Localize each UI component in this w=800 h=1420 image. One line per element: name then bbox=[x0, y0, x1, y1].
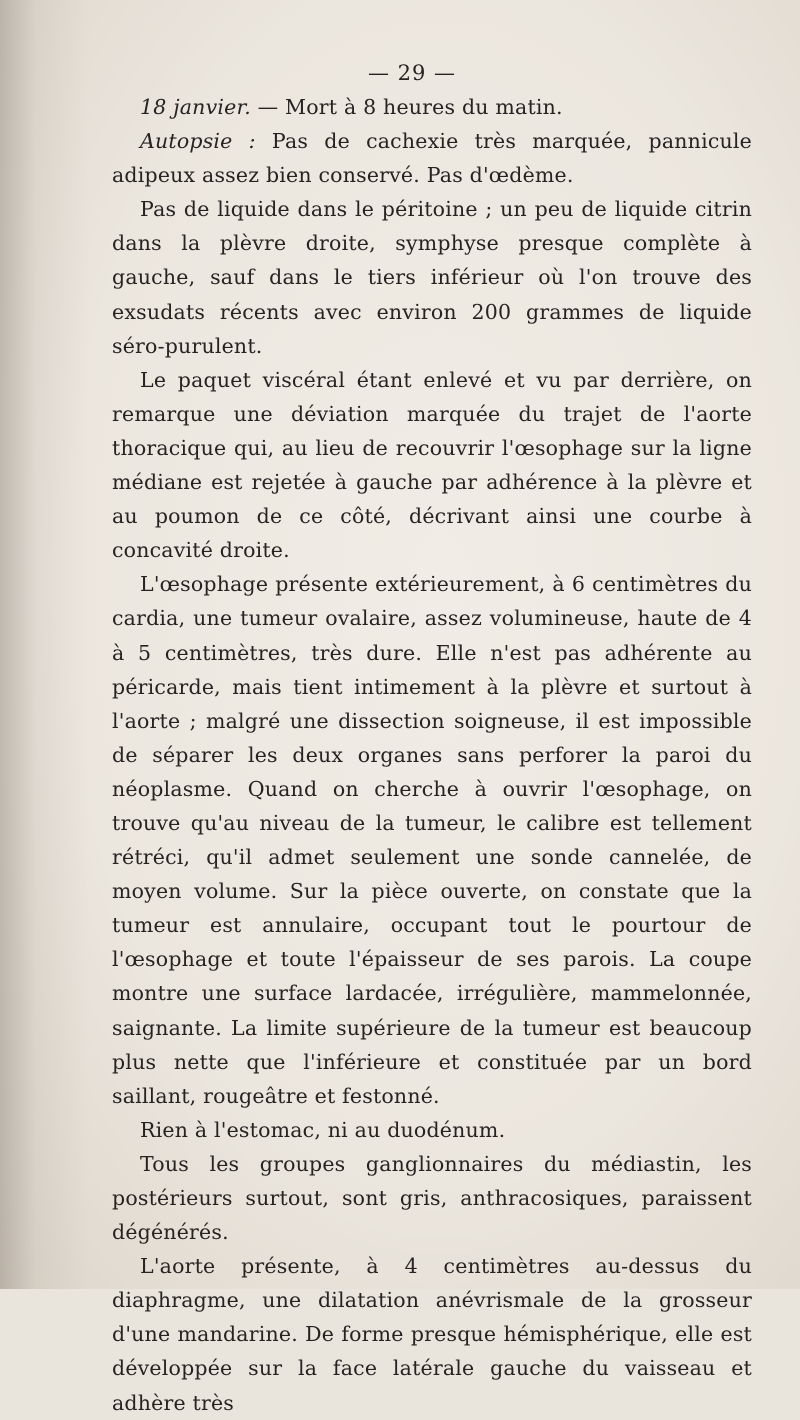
paragraph-aorte: L'aorte présente, à 4 centimètres au-dessus du diaphragme, une dilatation anévrismale de la grosseur d'une mandarine. De forme presque hémisphérique, elle est développée sur la face latérale gauche du vaisseau et adhère très bbox=[112, 1254, 752, 1415]
paragraph-peritoine: Pas de liquide dans le péritoine ; un peu de liquide citrin dans la plèvre droite, symphyse presque complète à gauche, sauf dans le tiers inférieur où l'on trouve des exsudats récents avec environ 200 grammes de liquide séro-purulent. bbox=[112, 197, 752, 358]
date-text: — Mort à 8 heures du matin. bbox=[250, 95, 563, 119]
autopsy-paragraph bbox=[112, 124, 752, 192]
date-paragraph bbox=[112, 90, 752, 124]
paragraph-oesophage: L'œsophage présente extérieurement, à 6 centimètres du cardia, une tumeur ovalaire, assez volumineuse, haute de 4 à 5 centimètres, très dure. Elle n'est pas adhérente au péricarde, mais tient intimement à la plèvre et surtout à l'aorte ; malgré une dissection soigneuse, il est impossible de séparer les deux organes sans perforer la paroi du néoplasme. Quand on cherche à ouvrir l'œsophage, on trouve qu'au niveau de la tumeur, le calibre est tellement rétréci, qu'il admet seulement une sonde cannelée, de moyen volume. Sur la pièce ouverte, on constate que la tumeur est annulaire, occupant tout le pourtour de l'œsophage et toute l'épaisseur de ses parois. La coupe montre une surface lardacée, irrégulière, mammelonnée, saignante. La limite supérieure de la tumeur est beaucoup plus nette que l'inférieure et constituée par un bord saillant, rougeâtre et festonné. bbox=[112, 572, 752, 1108]
paragraph-estomac: Rien à l'estomac, ni au duodénum. bbox=[140, 1117, 506, 1142]
page-number: — 29 — bbox=[367, 61, 457, 85]
page-edge-shadow bbox=[0, 0, 90, 1289]
autopsy-label: Autopsie : bbox=[140, 129, 256, 154]
autopsy-text: Pas de cachexie très marquée, pannicule adipeux assez bien conservé. Pas d'œdème. bbox=[112, 129, 753, 188]
text-block bbox=[112, 58, 752, 1420]
paragraph-ganglions: Tous les groupes ganglionnaires du médiastin, les postérieurs surtout, sont gris, anthracosiques, paraissent dégénérés. bbox=[112, 1151, 752, 1245]
paragraph-paquet-visceral: Le paquet viscéral étant enlevé et vu par derrière, on remarque une déviation marquée du trajet de l'aorte thoracique qui, au lieu de recouvrir l'œsophage sur la ligne médiane est rejetée à gauche par adhérence à la plèvre et au poumon de ce côté, décrivant ainsi une courbe à concavité droite. bbox=[112, 367, 752, 563]
date-heading: 18 janvier. bbox=[140, 95, 251, 119]
